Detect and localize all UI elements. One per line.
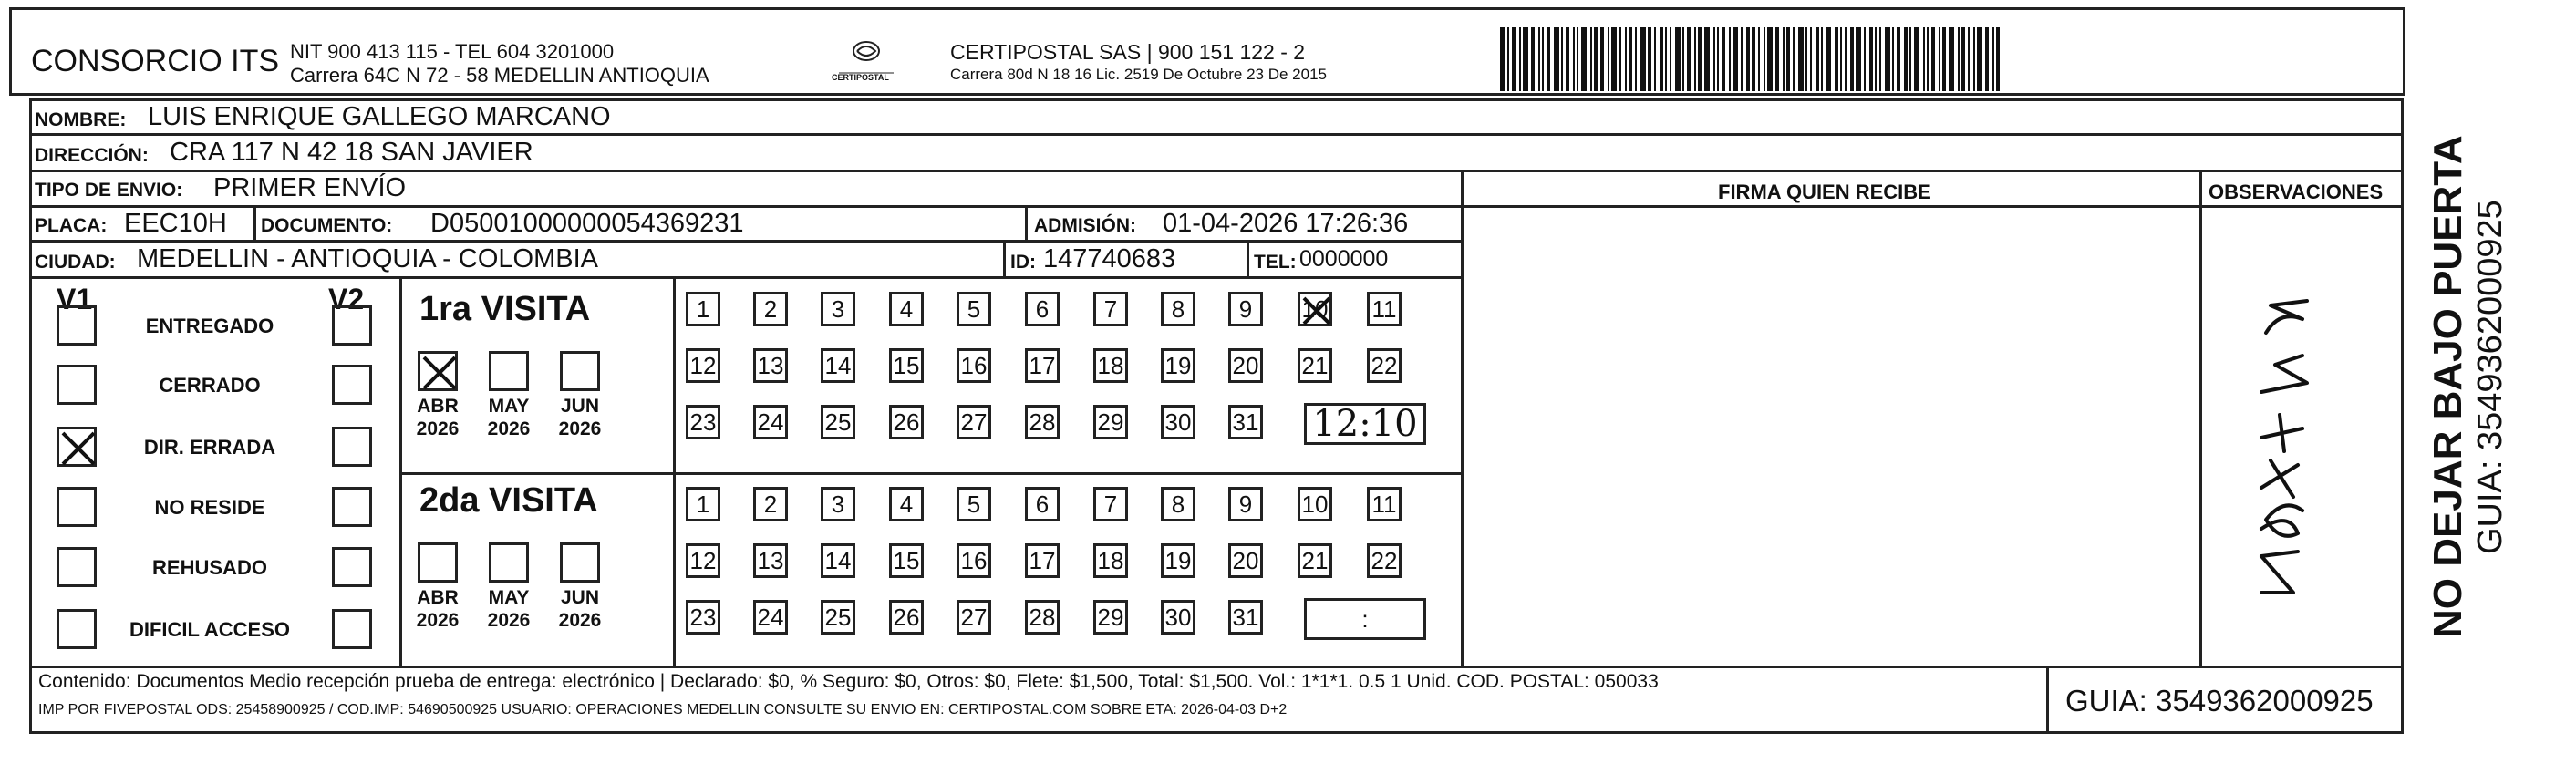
barcode-bar [1805,27,1807,91]
documento-value: D05001000000054369231 [430,209,744,238]
day-box[interactable]: 1 [686,487,720,521]
day-box[interactable]: 9 [1228,292,1263,326]
side-title: NO DEJAR BAJO PUERTA [2426,135,2470,638]
barcode-bar [1826,27,1831,91]
day-box[interactable]: 13 [753,348,788,383]
barcode-bar [1923,27,1925,91]
status-label: DIFICIL ACCESO [129,618,290,641]
barcode-bar [1961,27,1965,91]
day-box[interactable]: 15 [889,543,924,578]
barcode-bar [1594,27,1598,91]
day-box[interactable]: 5 [957,487,991,521]
day-box[interactable]: 31 [1228,600,1263,635]
observation-text [2225,629,2228,630]
day-box[interactable]: 2 [753,292,788,326]
barcode-bar [1775,27,1779,91]
day-box[interactable]: 24 [753,405,788,439]
month-checkbox[interactable] [418,351,458,391]
barcode-bar [1821,27,1823,91]
barcode-bar [1798,27,1804,91]
carrier-logo-icon [830,36,903,91]
month-checkbox[interactable] [418,542,458,583]
barcode-bar [1892,27,1894,91]
barcode-bar [1660,27,1663,91]
carrier-name: CERTIPOSTAL SAS | 900 151 122 - 2 [950,40,1306,64]
barcode-bar [1573,27,1575,91]
barcode-bar [1722,27,1725,91]
barcode-bar [1561,27,1563,91]
barcode-bar [1875,27,1877,91]
v1-checkbox[interactable] [57,427,97,467]
barcode-bar [1741,27,1743,91]
day-box[interactable]: 17 [1025,348,1060,383]
month-label: ABR 2026 [416,396,460,439]
day-box[interactable]: 4 [889,487,924,521]
barcode-bar [1665,27,1667,91]
barcode-bar [1512,27,1516,91]
barcode-bar [1648,27,1651,91]
day-box[interactable]: 7 [1093,292,1128,326]
barcode-bar [1713,27,1715,91]
month-label: MAY 2026 [487,587,531,631]
status-label: DIR. ERRADA [143,436,276,459]
v1-title: V1 [57,283,93,315]
day-box[interactable]: 29 [1093,600,1128,635]
barcode-bar [1977,27,1982,91]
barcode-bar [1590,27,1592,91]
day-box[interactable]: 25 [821,405,855,439]
day-box[interactable]: 26 [889,405,924,439]
barcode-bar [1931,27,1935,91]
day-box[interactable]: 18 [1093,348,1128,383]
barcode-bar [1949,27,1954,91]
day-box[interactable]: 22 [1367,543,1402,578]
barcode [1500,27,2002,91]
second-visit-title: 2da VISITA [419,481,598,520]
barcode-bar [1850,27,1854,91]
time-box[interactable]: : [1304,598,1426,640]
day-box[interactable]: 25 [821,600,855,635]
time-box[interactable]: 12:10 [1304,403,1426,445]
day-box[interactable]: 19 [1161,348,1195,383]
barcode-bar [1746,27,1750,91]
documento-label: DOCUMENTO: [261,215,393,236]
month-checkbox[interactable] [560,542,600,583]
day-box[interactable]: 10 [1298,292,1332,326]
month-checkbox[interactable] [489,351,529,391]
status-label: REHUSADO [152,556,267,579]
v2-checkbox[interactable] [332,305,372,346]
barcode-bar [1554,27,1559,91]
day-box[interactable]: 8 [1161,487,1195,521]
barcode-bar [1786,27,1790,91]
day-box[interactable]: 1 [686,292,720,326]
barcode-bar [1704,27,1710,91]
company-address: Carrera 64C N 72 - 58 MEDELLIN ANTIOQUIA [290,64,709,87]
v1-checkbox[interactable] [57,365,97,405]
day-box[interactable]: 16 [957,348,991,383]
tipo-envio-label: TIPO DE ENVIO: [35,180,183,201]
barcode-bar [1909,27,1911,91]
side-guia: GUIA: 3549362000925 [2471,200,2509,554]
day-box[interactable]: 27 [957,600,991,635]
placa-label: PLACA: [35,215,108,236]
day-box[interactable]: 14 [821,348,855,383]
barcode-bar [1816,27,1819,91]
barcode-bar [1531,27,1535,91]
observations-header: OBSERVACIONES [2209,181,2384,203]
admision-label: ADMISIÓN: [1034,215,1136,236]
v1-checkbox[interactable] [57,305,97,346]
barcode-bar [1670,27,1671,91]
v1-checkbox[interactable] [57,547,97,587]
day-box[interactable]: 19 [1161,543,1195,578]
ciudad-value: MEDELLIN - ANTIOQUIA - COLOMBIA [137,244,598,274]
barcode-bar [1996,27,2000,91]
barcode-bar [1566,27,1569,91]
day-box[interactable]: 26 [889,600,924,635]
month-label: MAY 2026 [487,396,531,439]
barcode-bar [1856,27,1861,91]
day-box[interactable]: 11 [1367,292,1402,326]
signature-header: FIRMA QUIEN RECIBE [1718,181,1931,203]
v2-checkbox[interactable] [332,547,372,587]
tel-label: TEL: [1254,252,1297,273]
barcode-bar [1864,27,1866,91]
id-value: 147740683 [1043,244,1176,274]
company-name: CONSORCIO ITS [31,44,280,78]
barcode-bar [1577,27,1578,91]
day-box[interactable]: 28 [1025,600,1060,635]
day-box[interactable]: 20 [1228,543,1263,578]
tel-value: 0000000 [1299,246,1389,272]
barcode-bar [1939,27,1940,91]
barcode-bar [1879,27,1881,91]
day-box[interactable]: 3 [821,292,855,326]
barcode-bar [1904,27,1908,91]
company-nit: NIT 900 413 115 - TEL 604 3201000 [290,40,615,63]
barcode-bar [1625,27,1627,91]
barcode-bar [1992,27,1994,91]
footer-content-line: Contenido: Documentos Medio recepción prueba de entrega: electrónico | Declarado: $0, % Seguro: $0, Otros: $0, Flete: $1,500, Total: $1,500. Vol.: 1*1*1. 0.5 1 Unid. COD. POSTAL: 050033 [38,671,1659,692]
nombre-value: LUIS ENRIQUE GALLEGO MARCANO [148,102,611,131]
barcode-bar [1542,27,1544,91]
barcode-bar [1538,27,1540,91]
barcode-bar [1523,27,1528,91]
barcode-bar [1793,27,1795,91]
barcode-bar [1752,27,1755,91]
direccion-value: CRA 117 N 42 18 SAN JAVIER [170,138,533,167]
month-label: JUN 2026 [558,396,602,439]
barcode-bar [1729,27,1731,91]
day-box[interactable]: 20 [1228,348,1263,383]
barcode-bar [1985,27,1989,91]
carrier-license: Carrera 80d N 18 16 Lic. 2519 De Octubre 23 De 2015 [950,66,1327,83]
barcode-bar [1635,27,1637,91]
first-visit-title: 1ra VISITA [419,290,591,328]
day-box[interactable]: 4 [889,292,924,326]
barcode-bar [1758,27,1760,91]
day-box[interactable]: 30 [1161,600,1195,635]
day-box[interactable]: 24 [753,600,788,635]
v1-checkbox[interactable] [57,609,97,649]
status-label: NO RESIDE [154,496,265,519]
barcode-bar [1640,27,1646,91]
day-box[interactable]: 27 [957,405,991,439]
day-box[interactable]: 10 [1298,487,1332,521]
barcode-bar [1733,27,1738,91]
barcode-bar [1717,27,1719,91]
barcode-bar [1507,27,1509,91]
barcode-bar [1675,27,1681,91]
barcode-bar [1500,27,1505,91]
day-box[interactable]: 6 [1025,487,1060,521]
day-box[interactable]: 31 [1228,405,1263,439]
month-checkbox[interactable] [489,542,529,583]
day-box[interactable]: 28 [1025,405,1060,439]
barcode-bar [1869,27,1873,91]
barcode-bar [1958,27,1960,91]
nombre-label: NOMBRE: [35,109,127,130]
barcode-bar [1810,27,1812,91]
day-box[interactable]: 23 [686,600,720,635]
status-label: CERRADO [159,374,261,397]
day-box[interactable]: 30 [1161,405,1195,439]
barcode-bar [1845,27,1847,91]
day-box[interactable]: 12 [686,348,720,383]
barcode-bar [1611,27,1617,91]
barcode-bar [1968,27,1970,91]
day-box[interactable]: 18 [1093,543,1128,578]
barcode-bar [1629,27,1632,91]
id-label: ID: [1010,252,1036,273]
day-box[interactable]: 16 [957,543,991,578]
tipo-envio-value: PRIMER ENVÍO [213,173,407,202]
month-label: ABR 2026 [416,587,460,631]
day-box[interactable]: 7 [1093,487,1128,521]
barcode-bar [1687,27,1691,91]
month-checkbox[interactable] [560,351,600,391]
v2-checkbox[interactable] [332,487,372,527]
day-box[interactable]: 12 [686,543,720,578]
barcode-bar [1698,27,1702,91]
day-box[interactable]: 2 [753,487,788,521]
day-box[interactable]: 15 [889,348,924,383]
barcode-bar [1885,27,1890,91]
barcode-bar [1600,27,1604,91]
day-box[interactable]: 17 [1025,543,1060,578]
barcode-bar [1682,27,1684,91]
direccion-label: DIRECCIÓN: [35,145,149,166]
day-box[interactable]: 6 [1025,292,1060,326]
barcode-bar [1973,27,1975,91]
carrier-logo [830,36,903,91]
day-box[interactable]: 29 [1093,405,1128,439]
day-box[interactable]: 3 [821,487,855,521]
barcode-bar [1783,27,1785,91]
admision-value: 01-04-2026 17:26:36 [1163,209,1409,238]
barcode-bar [1519,27,1521,91]
barcode-bar [1835,27,1838,91]
day-box[interactable]: 21 [1298,348,1332,383]
day-box[interactable]: 14 [821,543,855,578]
v2-checkbox[interactable] [332,609,372,649]
day-box[interactable]: 8 [1161,292,1195,326]
status-label: ENTREGADO [145,315,274,337]
ciudad-label: CIUDAD: [35,252,116,273]
barcode-bar [1581,27,1587,91]
carrier-logo-text: CERTIPOSTAL [832,73,889,82]
footer-imp-line: IMP POR FIVEPOSTAL ODS: 25458900925 / COD.IMP: 54690500925 USUARIO: OPERACIONES MEDELLIN CONSULTE SU ENVIO EN: CERTIPOSTAL.COM SOBRE ETA: 2026-04-03 D+2 [38,702,1288,718]
barcode-bar [1694,27,1696,91]
barcode-bar [1897,27,1900,91]
barcode-bar [1840,27,1842,91]
day-box[interactable]: 21 [1298,543,1332,578]
placa-value: EEC10H [124,209,227,238]
v2-checkbox[interactable] [332,365,372,405]
month-label: JUN 2026 [558,587,602,631]
footer-guia: GUIA: 3549362000925 [2065,684,2374,718]
barcode-bar [1942,27,1946,91]
day-box[interactable]: 11 [1367,487,1402,521]
barcode-bar [1914,27,1919,91]
barcode-bar [1654,27,1656,91]
barcode-bar [1547,27,1550,91]
barcode-bar [1608,27,1609,91]
day-box[interactable]: 22 [1367,348,1402,383]
day-box[interactable]: 23 [686,405,720,439]
observation-handwriting [2225,292,2343,620]
barcode-bar [1927,27,1929,91]
day-box[interactable]: 13 [753,543,788,578]
barcode-bar [1767,27,1773,91]
barcode-bar [1619,27,1621,91]
v1-checkbox[interactable] [57,487,97,527]
barcode-bar [1764,27,1765,91]
day-box[interactable]: 9 [1228,487,1263,521]
day-box[interactable]: 5 [957,292,991,326]
v2-title: V2 [328,283,365,315]
v2-checkbox[interactable] [332,427,372,467]
